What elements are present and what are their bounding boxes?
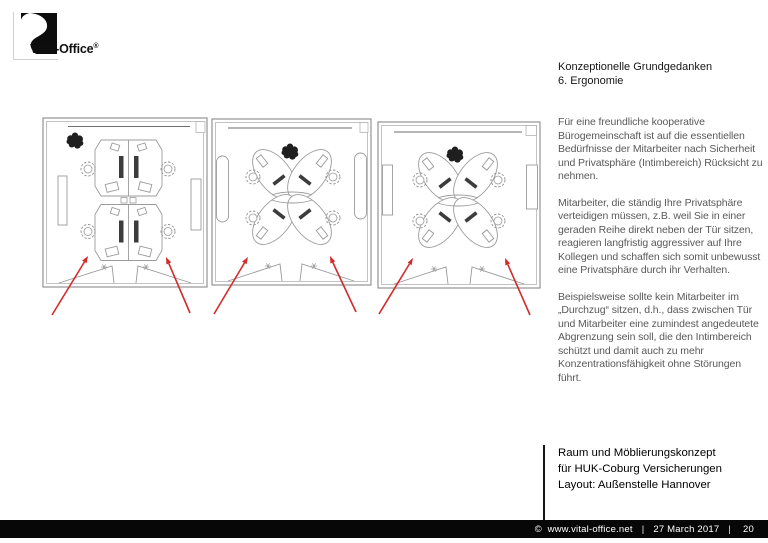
paragraph: Für eine freundliche kooperative Bürogemeinschaft ist auf die essentiellen Bedürfnisse der Mitarbeiter nach Sicherheit und Privatsphäre (Intimbereich) Rücksicht zu nehmen. [558, 116, 763, 182]
footer-page-number: 20 [743, 523, 754, 535]
paragraph: Mitarbeiter, die ständig Ihre Privatsphäre verteidigen müssen, z.B. weil Sie in einer geraden Reihe direkt neben der Tür sitzen, reagieren langfristig aggressiver auf Ihre Kollegen und schaffen sich somit unbewusst eine Privatsphäre durch ihr Verhalten. [558, 196, 761, 276]
project-line-1: Raum und Möblierungskonzept [558, 447, 716, 459]
plant-icon [447, 147, 464, 163]
project-block-rule [543, 445, 545, 520]
annotation-arrow [330, 256, 356, 312]
paragraph: Beispielsweise sollte kein Mitarbeiter im „Durchzug“ sitzen, d.h., dass zwischen Tür und Mitarbeiter eine zumindest angedeutete Abgrenzung sein soll, die den Intimbereich schützt und damit auch zu mehr Konzentrationsfähigkeit ohne Störungen führt. [558, 290, 759, 384]
logo-frame-line [13, 12, 14, 59]
project-line-3: Layout: Außenstelle Hannover [558, 479, 711, 491]
project-line-2: für HUK-Coburg Versicherungen [558, 463, 722, 475]
brand-text: Vital-Office [30, 42, 94, 56]
door-swing [394, 267, 524, 284]
floorplan-1 [43, 118, 207, 315]
pod-connector [121, 198, 136, 204]
plant-icon [67, 133, 84, 149]
footer-copyright-url: © www.vital-office.net [534, 523, 633, 535]
floorplan-3 [378, 122, 540, 315]
desk-pod [95, 140, 162, 196]
heading-line-1: Konzeptionelle Grundgedanken [558, 61, 713, 73]
footer-bar [0, 520, 768, 538]
floorplans-canvas [15, 105, 560, 335]
project-title-block [558, 445, 765, 493]
logo-frame-line [13, 59, 58, 60]
annotation-arrow [166, 257, 190, 313]
desk-pod [95, 205, 162, 261]
footer-date: 27 March 2017 [653, 523, 720, 535]
annotation-arrow [379, 258, 413, 314]
footer-separator: | [728, 523, 732, 535]
floorplan-2 [212, 119, 371, 314]
annotation-arrow [505, 258, 530, 315]
registered-mark: ® [93, 42, 99, 50]
body-text [558, 116, 766, 398]
footer-separator: | [641, 523, 645, 535]
office-chair-icon [161, 162, 175, 176]
plant-icon [282, 144, 299, 160]
office-chair-icon [81, 225, 95, 239]
slide-heading [558, 61, 765, 88]
office-chair-icon [81, 162, 95, 176]
office-chair-icon [161, 225, 175, 239]
annotation-arrow [52, 256, 88, 315]
heading-line-2: 6. Ergonomie [558, 74, 624, 87]
brand-name [30, 42, 98, 56]
